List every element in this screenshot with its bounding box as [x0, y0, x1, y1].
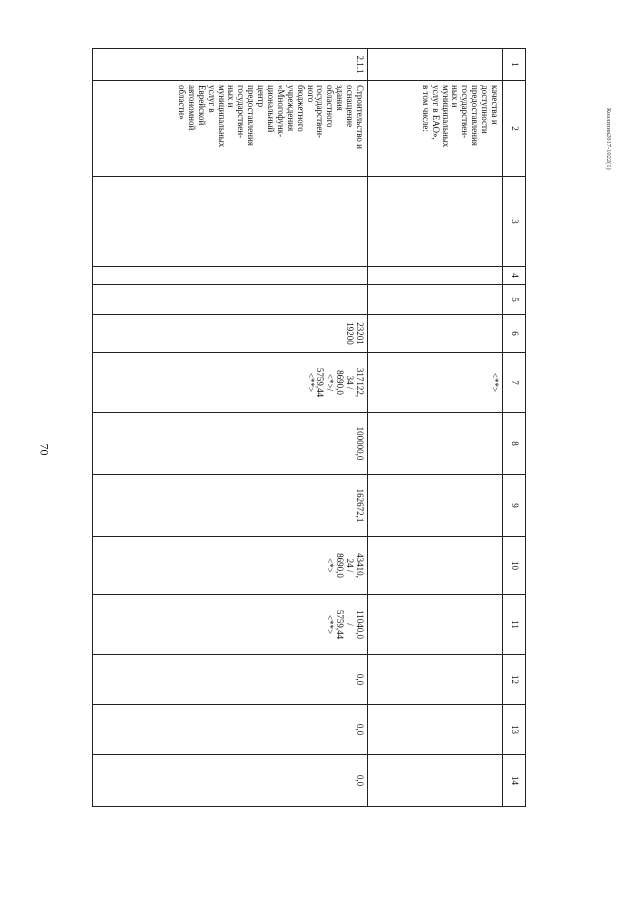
table-cell: <**>	[368, 353, 503, 413]
table-cell	[368, 595, 503, 655]
table-cell: 162672,1	[93, 475, 368, 537]
col-number: 6	[503, 315, 526, 353]
col-number: 2	[503, 81, 526, 177]
table-cell: Строительство и оснащение здания областного государствен- ного бюджетного учреждения «Многофунк- циональный центр предоставления государствен- ных и муниципальных услуг в Еврейской автономной области»	[93, 81, 368, 177]
table-cell	[368, 475, 503, 537]
budget-table	[92, 48, 526, 807]
table-cell: 0,0	[93, 755, 368, 807]
table-cell	[93, 285, 368, 315]
table-cell	[368, 413, 503, 475]
table-cell	[368, 537, 503, 595]
table-cell: 100000,0	[93, 413, 368, 475]
table-cell: 43410, 24 / 8690,0 <*>	[93, 537, 368, 595]
table-cell	[368, 267, 503, 285]
table-cell	[368, 655, 503, 705]
table-row	[368, 49, 503, 807]
table-cell: 317122, 34 / 8690,0 <*>/ 5759,44 <**>	[93, 353, 368, 413]
table-cell: 11040,0 / 5759,44 <**>	[93, 595, 368, 655]
table-cell	[368, 285, 503, 315]
col-number: 7	[503, 353, 526, 413]
col-number: 12	[503, 655, 526, 705]
table-cell	[368, 177, 503, 267]
column-number-row	[503, 49, 526, 807]
document-stamp: Коализия2017-1022(1)	[605, 108, 612, 170]
table-cell: 0,0	[93, 655, 368, 705]
col-number: 10	[503, 537, 526, 595]
table-cell: 0,0	[93, 705, 368, 755]
rotated-table-wrapper	[92, 48, 526, 806]
col-number: 5	[503, 285, 526, 315]
col-number: 4	[503, 267, 526, 285]
col-number: 1	[503, 49, 526, 81]
table-cell: качества и доступности предоставления государствен- ных и муниципальных услуг в ЕАО», в том числе:	[368, 81, 503, 177]
col-number: 11	[503, 595, 526, 655]
table-cell	[93, 267, 368, 285]
table-row	[93, 49, 368, 807]
table-cell	[93, 177, 368, 267]
table-cell	[368, 755, 503, 807]
table-cell: 23201 19200	[93, 315, 368, 353]
col-number: 8	[503, 413, 526, 475]
table-cell: 2.1.1	[93, 49, 368, 81]
col-number: 3	[503, 177, 526, 267]
col-number: 9	[503, 475, 526, 537]
table-cell	[368, 315, 503, 353]
page-number: 70	[37, 443, 52, 456]
col-number: 14	[503, 755, 526, 807]
table-cell	[368, 705, 503, 755]
col-number: 13	[503, 705, 526, 755]
table-cell	[368, 49, 503, 81]
